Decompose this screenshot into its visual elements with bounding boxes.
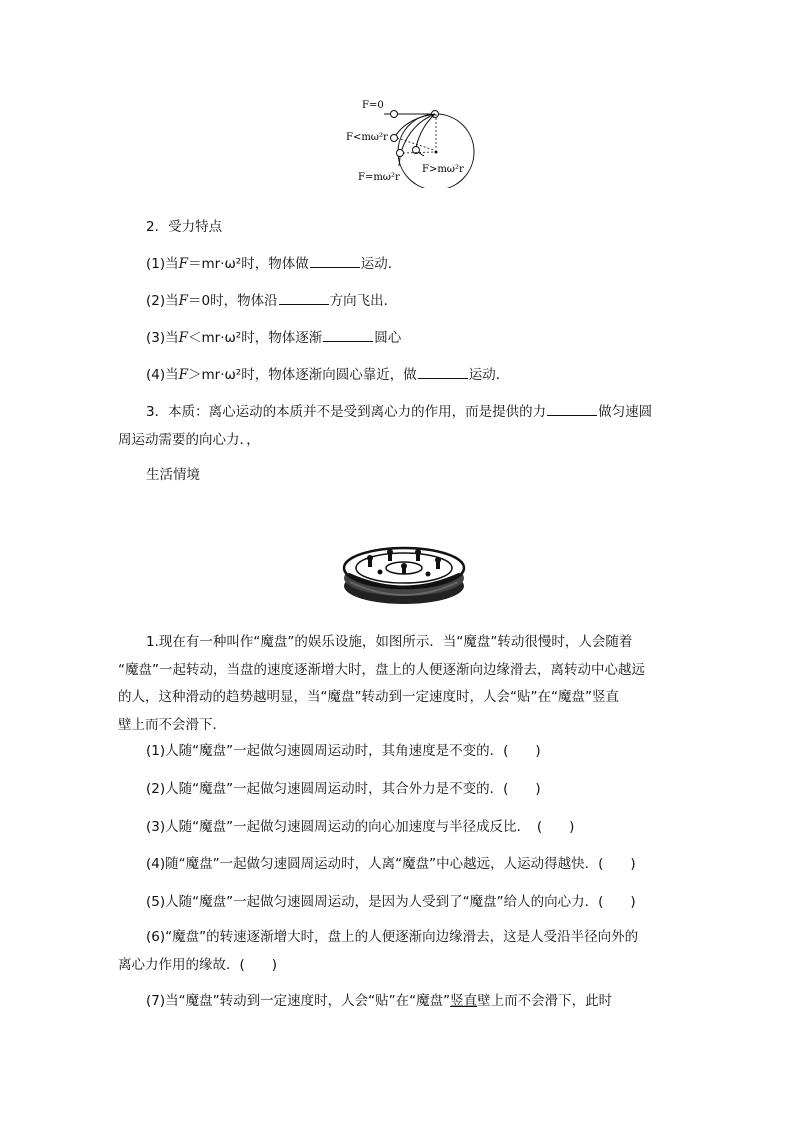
path-less: [394, 114, 435, 138]
point-equal: [397, 150, 404, 157]
statement-6: (6)“魔盘”的转速逐渐增大时，盘上的人便逐渐向边缘滑去，这是人受沿半径向外的 离心力作用的缘故．( ): [118, 929, 639, 973]
label-f0: F=0: [362, 100, 384, 111]
section2-item1: (1)当F＝mr·ω²时，物体做 运动．: [146, 253, 401, 274]
life-heading: 生活情境: [146, 467, 200, 483]
section2-item4: (4)当F＞mr·ω²时，物体逐渐向圆心靠近，做 运动．: [146, 364, 509, 385]
centrifugal-motion-diagram: [340, 96, 480, 188]
label-greater: F>mω²r: [422, 164, 464, 175]
section3-paragraph: 3．本质：离心运动的本质并不是受到离心力的作用，而是提供的力 做匀速圆 周运动需要的向心力．，: [118, 399, 676, 454]
answer-blank: [310, 253, 360, 268]
statement-3: (3)人随“魔盘”一起做匀速圆周运动的向心加速度与半径成反比． ( ): [146, 819, 575, 835]
center-dot: [435, 151, 438, 154]
answer-blank: [323, 327, 373, 342]
answer-blank: [279, 290, 329, 305]
label-less: F<mω²r: [346, 132, 388, 143]
section2-item3: (3)当F＜mr·ω²时，物体逐渐 圆心: [146, 327, 401, 348]
section2-item2: (2)当F＝0时，物体沿 方向飞出．: [146, 290, 397, 311]
statement-7: (7)当“魔盘”转动到一定速度时，人会“贴”在“魔盘”竖直壁上而不会滑下，此时: [146, 993, 613, 1009]
statement-4: (4)随“魔盘”一起做匀速圆周运动时，人离“魔盘”中心越远，人运动得越快．( ): [146, 856, 636, 872]
point-less: [391, 135, 398, 142]
statement-2: (2)人随“魔盘”一起做匀速圆周运动时，其合外力是不变的．( ): [146, 781, 541, 797]
magic-disc-image: [340, 538, 468, 610]
section2-heading: 2．受力特点: [146, 219, 223, 235]
label-equal: F=mω²r: [358, 172, 400, 183]
question1-intro: 1.现在有一种叫作“魔盘”的娱乐设施，如图所示．当“魔盘”转动很慢时，人会随着 “魔盘”一起转动，当盘的速度逐渐增大时，盘上的人便逐渐向边缘滑去，离转动中心越远 的人，这种滑动的趋势越明显，当“魔盘”转动到一定速度时，人会“贴”在“魔盘”竖直 壁上而不会滑下．: [118, 634, 645, 733]
answer-blank: [547, 401, 597, 416]
statement-5: (5)人随“魔盘”一起做匀速圆周运动，是因为人受到了“魔盘”给人的向心力．( ): [146, 894, 636, 910]
answer-blank: [418, 364, 468, 379]
point-f0: [391, 111, 398, 118]
statement-1: (1)人随“魔盘”一起做匀速圆周运动时，其角速度是不变的．( ): [146, 743, 541, 759]
